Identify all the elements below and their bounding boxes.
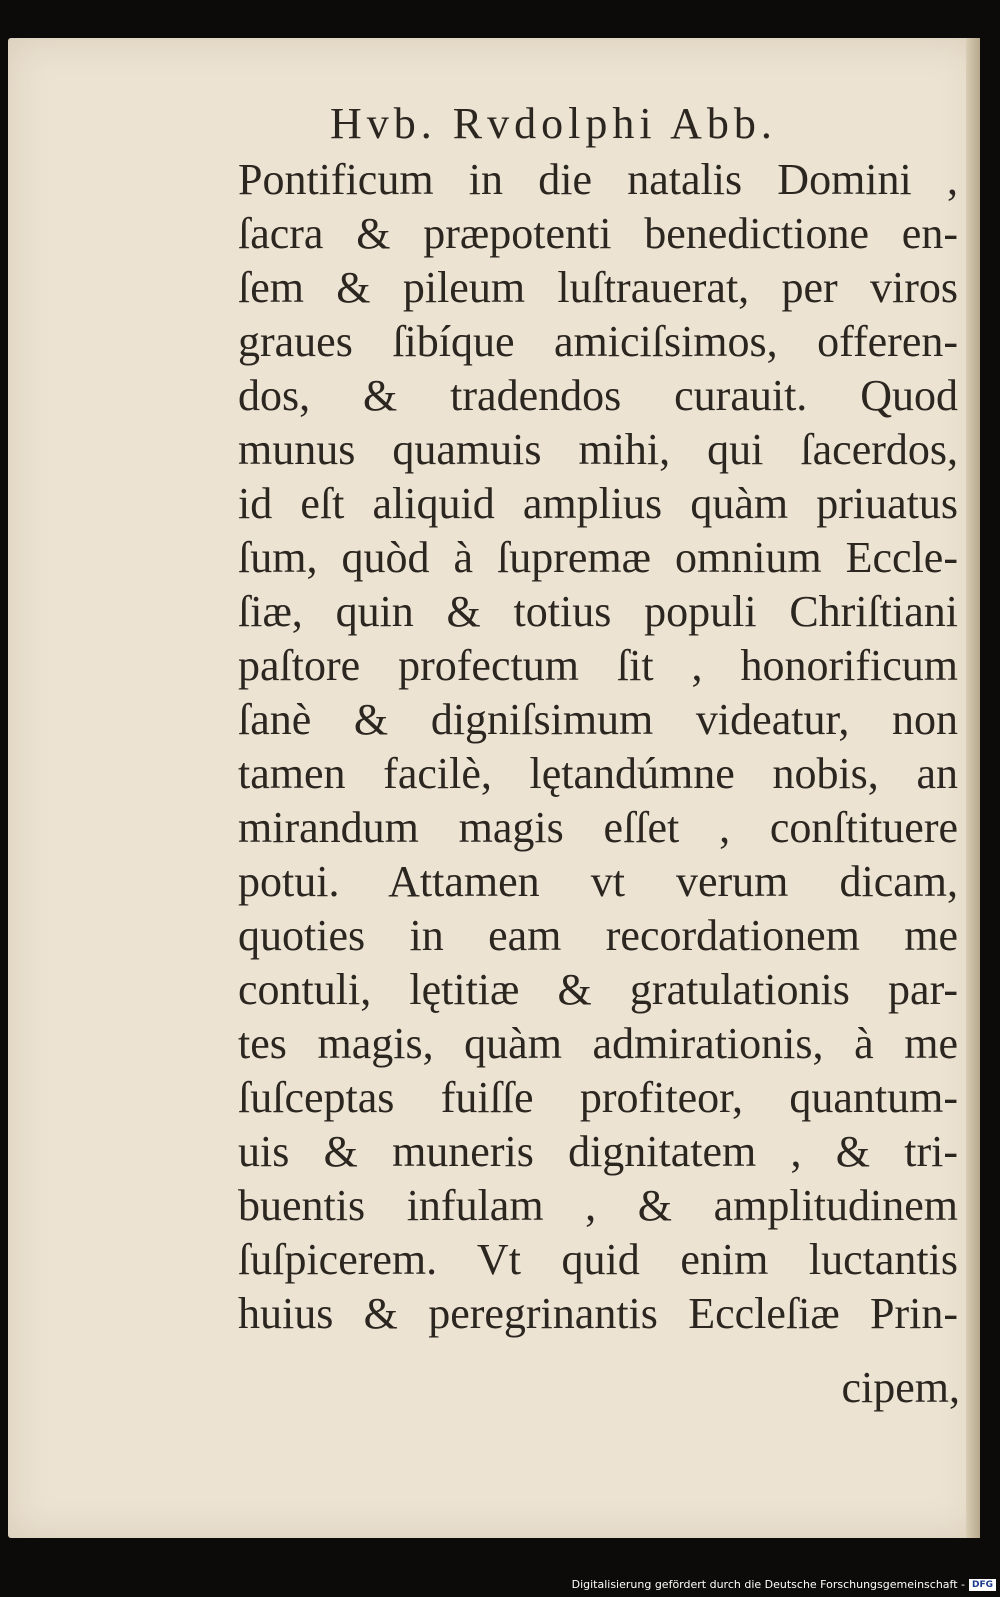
text-line-1: Pontificum in die natalis Domini ,	[238, 155, 958, 204]
text-line-18: ſuſceptas fuiſſe profiteor, quantum-	[238, 1073, 958, 1122]
text-line-11: ſanè & digniſsimum videatur, non	[238, 695, 958, 744]
digitization-credit	[560, 1576, 996, 1594]
text-line-19: uis & muneris dignitatem , & tri-	[238, 1127, 958, 1176]
catchword: cipem,	[841, 1363, 960, 1412]
text-line-10: paſtore profectum ſit , honorificum	[238, 641, 958, 690]
dfg-logo: DFG	[969, 1579, 996, 1591]
text-line-3: ſem & pileum luſtrauerat, per viros	[238, 263, 958, 312]
text-line-8: ſum, quòd à ſupremæ omnium Eccle-	[238, 533, 958, 582]
text-line-4: graues ſibíque amiciſsimos, offeren-	[238, 317, 958, 366]
text-line-5: dos, & tradendos curauit. Quod	[238, 371, 958, 420]
page-gutter	[966, 38, 980, 1538]
text-line-14: potui. Attamen vt verum dicam,	[238, 857, 958, 906]
text-line-20: buentis infulam , & amplitudinem	[238, 1181, 958, 1230]
text-line-15: quoties in eam recordationem me	[238, 911, 958, 960]
text-line-21: ſuſpicerem. Vt quid enim luctantis	[238, 1235, 958, 1284]
text-line-2: ſacra & præpotenti benedictione en-	[238, 209, 958, 258]
text-line-16: contuli, lętitiæ & gratulationis par-	[238, 965, 958, 1014]
text-line-12: tamen facilè, lętandúmne nobis, an	[238, 749, 958, 798]
text-line-13: mirandum magis eſſet , conſtituere	[238, 803, 958, 852]
text-line-7: id eſt aliquid amplius quàm priuatus	[238, 479, 958, 528]
text-line-22: huius & peregrinantis Eccleſiæ Prin-	[238, 1289, 958, 1338]
text-line-9: ſiæ, quin & totius populi Chriſtiani	[238, 587, 958, 636]
running-head: Hvb. Rvdolphi Abb.	[330, 99, 777, 148]
text-line-17: tes magis, quàm admirationis, à me	[238, 1019, 958, 1068]
text-line-6: munus quamuis mihi, qui ſacerdos,	[238, 425, 958, 474]
credit-text: Digitalisierung gefördert durch die Deutsche Forschungsgemeinschaft -	[571, 1578, 965, 1591]
